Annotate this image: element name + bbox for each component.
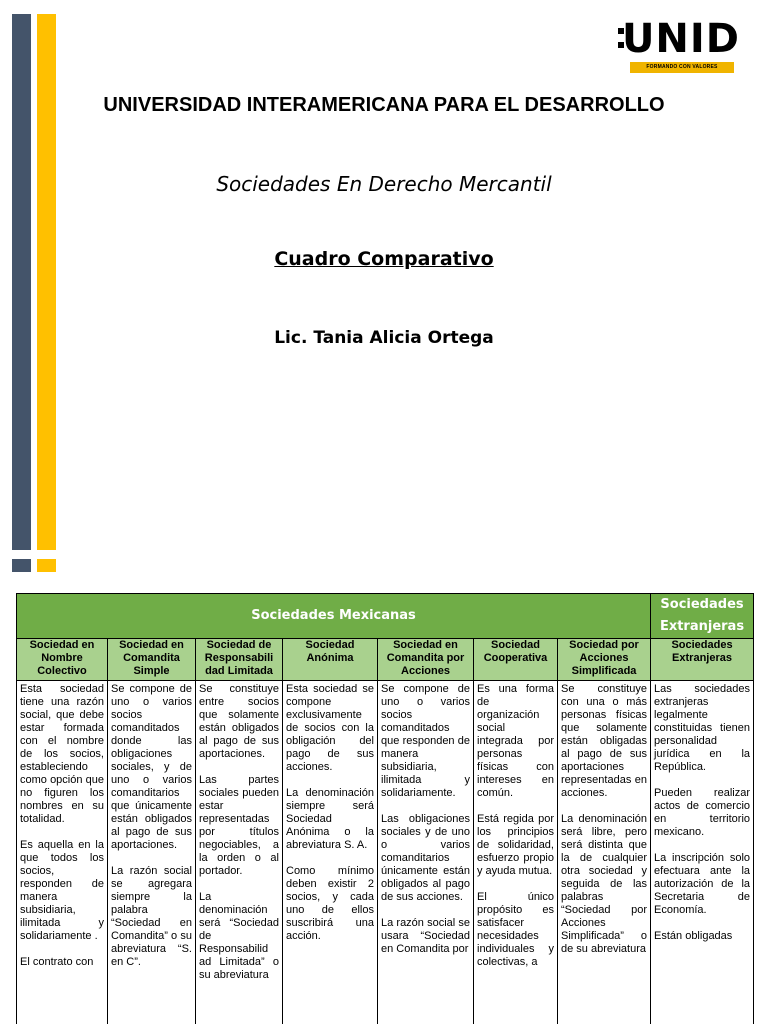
cell-paragraph: Las obligaciones sociales y de uno o varios comanditarios únicamente están obligados al pago de sus acciones. — [381, 813, 470, 903]
document-title: Cuadro Comparativo — [274, 248, 494, 270]
table-cell — [283, 681, 378, 1024]
subject-title: Sociedades En Derecho Mercantil — [216, 172, 552, 196]
logo-word: UNID — [621, 16, 740, 62]
cell-paragraph: La razón social se usara “Sociedad en Comandita por — [381, 917, 470, 955]
column-header: Sociedad Cooperativa — [474, 639, 558, 681]
group-header-extranjeras: Sociedades Extranjeras — [651, 594, 754, 639]
cell-paragraph: La denominación siempre será Sociedad Anónima o la abreviatura S. A. — [286, 787, 374, 851]
table-cell — [474, 681, 558, 1024]
table-cell — [558, 681, 651, 1024]
cell-paragraph: Se constituye con una o más personas físicas que solamente están obligadas al pago de sus aportaciones representadas en acciones. — [561, 683, 648, 799]
cell-paragraph: La inscripción solo efectuara ante la autorización de la Secretaria de Economía. — [654, 852, 751, 916]
column-header: Sociedad en Comandita Simple — [108, 639, 196, 681]
cell-paragraph: El único propósito es satisfacer necesidades individuales y colectivas, a — [477, 891, 554, 968]
author-name: Lic. Tania Alicia Ortega — [274, 328, 494, 348]
university-title: UNIVERSIDAD INTERAMERICANA PARA EL DESARROLLO — [103, 94, 665, 116]
cell-paragraph: La razón social se agregara siempre la palabra “Sociedad en Comandita” o su abreviatura “S. en C”. — [111, 865, 192, 968]
cell-paragraph: Están obligadas — [654, 930, 733, 942]
comparison-table — [16, 593, 754, 1024]
column-header-row — [17, 639, 754, 681]
group-header-row — [17, 594, 754, 639]
table-cell — [196, 681, 283, 1024]
cell-paragraph: Está regida por los principios de solidaridad, esfuerzo propio y ayuda mutua. — [477, 813, 554, 877]
table-cell — [17, 681, 108, 1024]
cell-paragraph: Esta sociedad tiene una razón social, que debe estar formada con el nombre de los socios, estableciendo como opción que no figuren los nombres en su totalidad. — [20, 683, 104, 825]
cell-paragraph: Esta sociedad se compone exclusivamente de socios con la obligación del pago de sus acciones. — [286, 683, 374, 773]
column-header: Sociedades Extranjeras — [651, 639, 754, 681]
table-cell — [378, 681, 474, 1024]
cell-paragraph: Pueden realizar actos de comercio en territorio mexicano. — [654, 787, 751, 838]
cell-paragraph: La denominación será libre, pero será distinta que la de cualquier otra sociedad y seguida de las palabras “Sociedad por Acciones Simplificada” o de su abreviatura — [561, 813, 648, 955]
column-header: Sociedad en Nombre Colectivo — [17, 639, 108, 681]
cell-paragraph: Es una forma de organización social integrada por personas físicas con intereses en común. — [477, 683, 554, 799]
cell-paragraph: Es aquella en la que todos los socios, responden de manera subsidiaria, ilimitada y solidariamente . — [20, 839, 104, 942]
cell-paragraph: Como mínimo deben existir 2 socios, y cada uno de ellos suscribirá una acción. — [286, 865, 374, 942]
table-cell — [651, 681, 754, 1024]
group-header-mexicanas: Sociedades Mexicanas — [17, 594, 651, 639]
cell-paragraph: Las partes sociales pueden estar representadas por títulos negociables, a la orden o al portador. — [199, 774, 279, 877]
logo-tagline: FORMANDO CON VALORES — [646, 64, 718, 70]
cell-paragraph: Se compone de uno o varios socios comanditados que responden de manera subsidiaria, ilimitada y solidariamente. — [381, 683, 470, 799]
decorative-square-gold — [37, 559, 56, 572]
cell-paragraph: Se constituye entre socios que solamente están obligados al pago de sus aportaciones. — [199, 683, 279, 760]
table-cell — [108, 681, 196, 1024]
column-header: Sociedad Anónima — [283, 639, 378, 681]
column-header: Sociedad en Comandita por Acciones — [378, 639, 474, 681]
decorative-square-dark — [12, 559, 31, 572]
cell-paragraph: Las sociedades extranjeras legalmente constituidas tienen personalidad jurídica en la República. — [654, 683, 751, 773]
unid-logo — [616, 14, 740, 78]
cell-paragraph: El contrato con — [20, 956, 94, 968]
cell-paragraph: Se compone de uno o varios socios comanditados donde las obligaciones sociales, y de uno o varios comanditarios que únicamente están obligados al pago de sus aportaciones. — [111, 683, 192, 851]
column-header: Sociedad de Responsabili dad Limitada — [196, 639, 283, 681]
cell-paragraph: La denominación será “Sociedad de Responsabilid ad Limitada” o su abreviatura — [199, 891, 279, 981]
column-header: Sociedad por Acciones Simplificada — [558, 639, 651, 681]
table-row — [17, 681, 754, 1024]
